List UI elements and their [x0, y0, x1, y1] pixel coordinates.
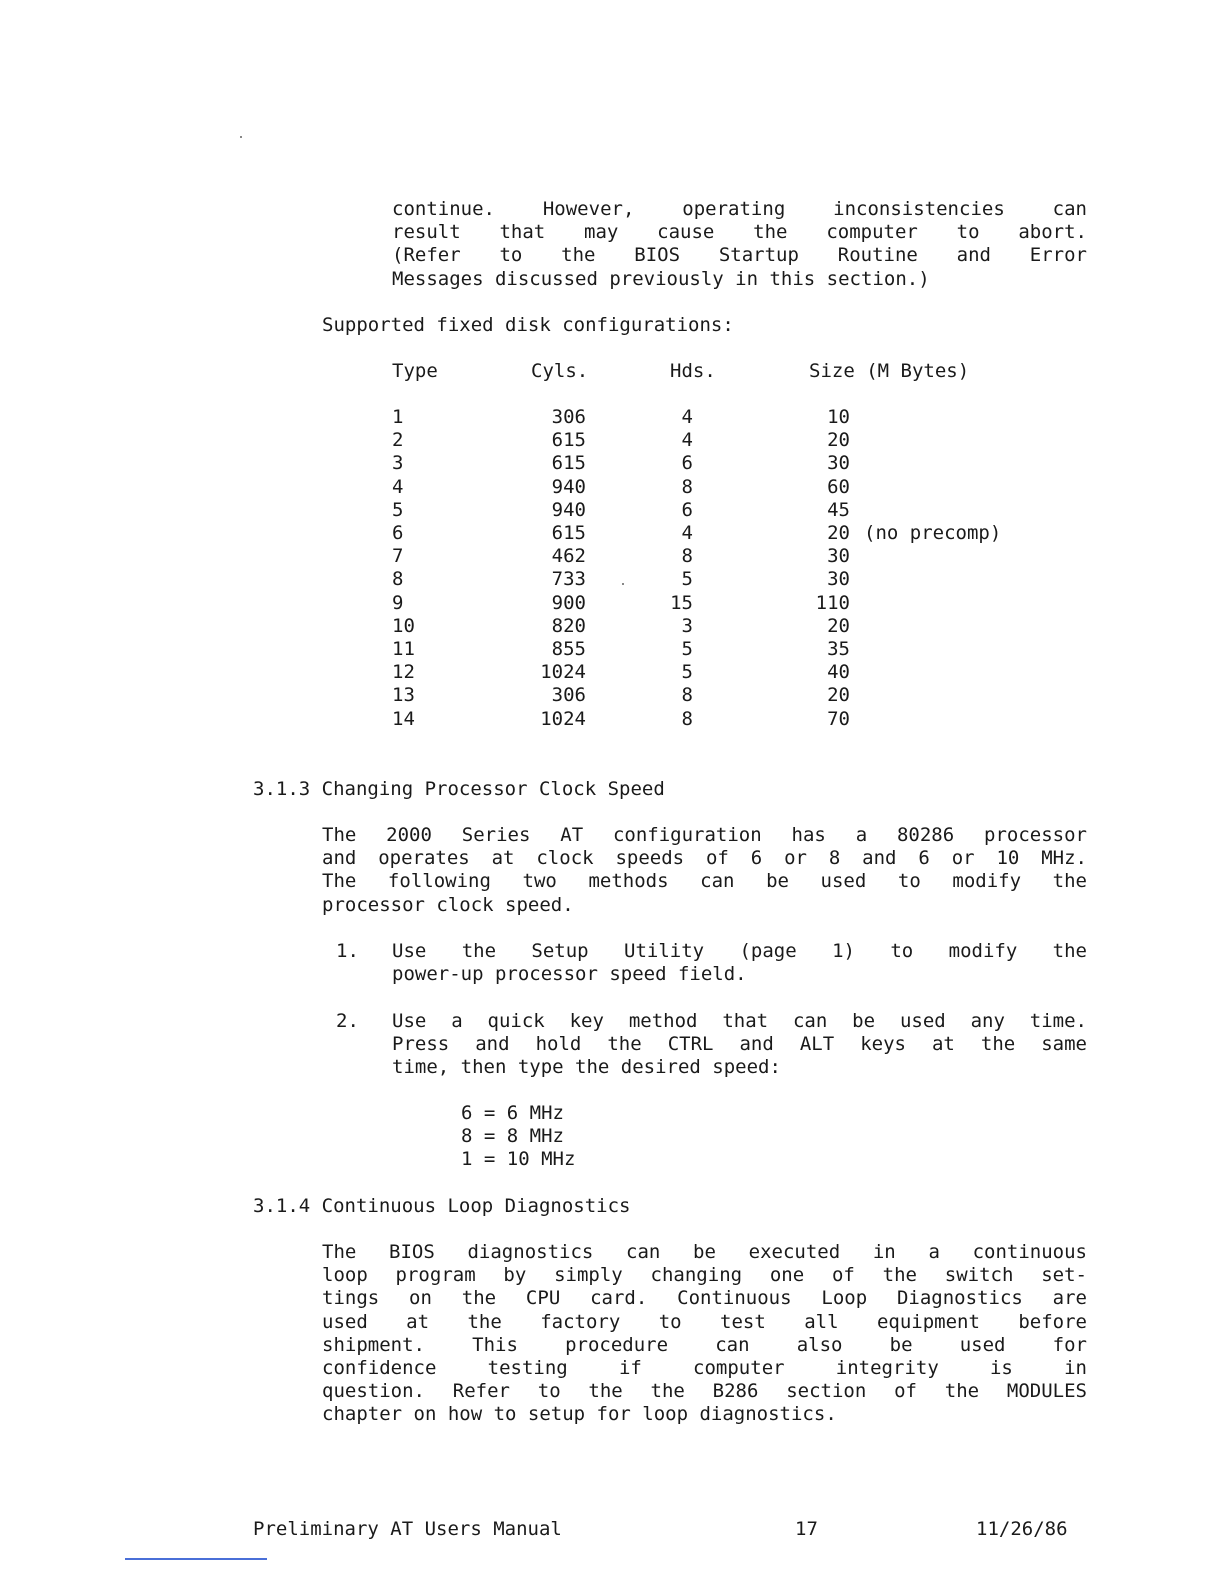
cell-hds: 5: [681, 568, 693, 591]
table-row: [392, 406, 1001, 429]
paragraph-line: The BIOS diagnostics can be executed in a continuous: [322, 1241, 1087, 1263]
cell-hds: 5: [681, 661, 693, 684]
list-item-line: power-up processor speed field.: [392, 963, 747, 986]
paragraph-line: shipment. This procedure can also be used for: [322, 1333, 1087, 1356]
cell-size: 10: [827, 406, 850, 428]
table-row: [392, 452, 1001, 475]
cell-cyls: 306: [551, 684, 586, 707]
cell-note: (no precomp): [864, 522, 1002, 545]
col-header-size: Size (M Bytes): [809, 360, 970, 382]
cell-size: 110: [815, 591, 850, 614]
cell-size: 30: [827, 452, 850, 475]
cell-note: [850, 684, 1001, 707]
cell-hds: 5: [681, 638, 693, 661]
speed-option: 6 = 6 MHz: [461, 1102, 564, 1124]
table-row: [392, 684, 1001, 707]
section-313-paragraph: [322, 824, 1087, 917]
cell-hds: 4: [681, 406, 693, 428]
intro-line: Messages discussed previously in this section.): [392, 267, 930, 290]
col-header-type: Type: [392, 360, 438, 382]
cell-hds: 6: [681, 452, 693, 475]
cell-cyls: 855: [551, 638, 586, 661]
cell-type: 14: [392, 707, 415, 730]
cell-size: 20: [827, 429, 850, 452]
table-row: [392, 429, 1001, 452]
cell-type: 2: [392, 429, 404, 452]
speed-option: 1 = 10 MHz: [461, 1148, 576, 1170]
cell-type: 1: [392, 406, 404, 428]
scan-speck: [622, 583, 624, 585]
intro-line: continue. However, operating inconsistencies can: [392, 198, 1087, 220]
paragraph-line: The 2000 Series AT configuration has a 80286 processor: [322, 824, 1087, 846]
fixed-disk-table: [392, 406, 1001, 731]
cell-size: 20: [827, 684, 850, 707]
cell-size: 30: [827, 568, 850, 591]
cell-type: 7: [392, 545, 404, 568]
list-item-line: Press and hold the CTRL and ALT keys at the same: [392, 1033, 1087, 1056]
section-314-paragraph: [322, 1241, 1087, 1427]
paragraph-line: and operates at clock speeds of 6 or 8 and 6 or 10 MHz.: [322, 847, 1087, 870]
intro-line: (Refer to the BIOS Startup Routine and Error: [392, 244, 1087, 267]
cell-cyls: 733: [551, 568, 586, 591]
cell-note: [850, 452, 1001, 475]
paragraph-line: processor clock speed.: [322, 893, 574, 916]
cell-hds: 8: [681, 545, 693, 568]
table-row: [392, 661, 1001, 684]
cell-hds: 8: [681, 475, 693, 498]
paragraph-line: confidence testing if computer integrity is in: [322, 1357, 1087, 1380]
list-item-line: time, then type the desired speed:: [392, 1056, 781, 1079]
cell-note: [850, 406, 1001, 429]
cell-cyls: 820: [551, 614, 586, 637]
cell-size: 70: [827, 707, 850, 730]
cell-cyls: 1024: [540, 707, 586, 730]
cell-type: 10: [392, 614, 415, 637]
cell-note: [850, 568, 1001, 591]
supported-configs-label: Supported fixed disk configurations:: [322, 314, 734, 336]
cell-cyls: 615: [551, 429, 586, 452]
cell-type: 3: [392, 452, 404, 475]
cell-cyls: 1024: [540, 661, 586, 684]
cell-note: [850, 476, 1001, 499]
speed-option: 8 = 8 MHz: [461, 1125, 564, 1147]
cell-hds: 15: [670, 591, 693, 614]
scan-speck: [240, 136, 242, 138]
cell-note: [850, 429, 1001, 452]
cell-size: 30: [827, 545, 850, 568]
cell-cyls: 940: [551, 498, 586, 521]
intro-line: result that may cause the computer to abort.: [392, 221, 1087, 244]
list-item-1: [392, 940, 1087, 986]
table-row: [392, 499, 1001, 522]
list-number-1: 1.: [336, 940, 359, 962]
cell-note: [850, 592, 1001, 615]
section-314-heading: 3.1.4 Continuous Loop Diagnostics: [253, 1195, 631, 1217]
cell-type: 8: [392, 568, 404, 591]
cell-type: 6: [392, 522, 404, 545]
table-row: [392, 592, 1001, 615]
cell-size: 35: [827, 638, 850, 661]
cell-type: 11: [392, 638, 415, 661]
cell-hds: 8: [681, 684, 693, 707]
cell-type: 9: [392, 591, 404, 614]
cell-cyls: 615: [551, 522, 586, 545]
cell-hds: 8: [681, 707, 693, 730]
list-item-2: [392, 1010, 1087, 1080]
footer-title: Preliminary AT Users Manual: [253, 1518, 562, 1540]
cell-cyls: 306: [551, 406, 586, 428]
cell-size: 60: [827, 475, 850, 498]
paragraph-line: chapter on how to setup for loop diagnostics.: [322, 1403, 837, 1426]
cell-note: [850, 545, 1001, 568]
list-number-2: 2.: [336, 1010, 359, 1032]
cell-type: 5: [392, 498, 404, 521]
cell-note: [850, 499, 1001, 522]
list-item-line: Use a quick key method that can be used any time.: [392, 1010, 1087, 1032]
intro-paragraph: [392, 198, 1087, 291]
cell-cyls: 940: [551, 475, 586, 498]
table-row: [392, 522, 1001, 545]
paragraph-line: question. Refer to the the B286 section of the MODULES: [322, 1380, 1087, 1403]
list-item-line: Use the Setup Utility (page 1) to modify the: [392, 940, 1087, 962]
table-row: [392, 638, 1001, 661]
table-row: [392, 476, 1001, 499]
scan-underline-mark: [125, 1558, 267, 1560]
table-row: [392, 545, 1001, 568]
cell-cyls: 462: [551, 545, 586, 568]
paragraph-line: loop program by simply changing one of the switch set-: [322, 1264, 1087, 1287]
table-row: [392, 708, 1001, 731]
paragraph-line: tings on the CPU card. Continuous Loop Diagnostics are: [322, 1287, 1087, 1310]
section-313-heading: 3.1.3 Changing Processor Clock Speed: [253, 778, 665, 800]
cell-note: [850, 638, 1001, 661]
paragraph-line: used at the factory to test all equipment before: [322, 1310, 1087, 1333]
footer-page-number: 17: [795, 1518, 818, 1540]
footer-date: 11/26/86: [976, 1518, 1068, 1540]
table-row: [392, 568, 1001, 591]
cell-hds: 6: [681, 498, 693, 521]
col-header-cyls: Cyls.: [531, 360, 589, 382]
paragraph-line: The following two methods can be used to modify the: [322, 870, 1087, 893]
cell-size: 20: [827, 614, 850, 637]
cell-hds: 4: [681, 429, 693, 452]
cell-note: [850, 661, 1001, 684]
cell-cyls: 900: [551, 591, 586, 614]
table-row: [392, 615, 1001, 638]
cell-cyls: 615: [551, 452, 586, 475]
cell-note: [850, 708, 1001, 731]
col-header-hds: Hds.: [670, 360, 716, 382]
cell-size: 40: [827, 661, 850, 684]
cell-hds: 4: [681, 522, 693, 545]
cell-type: 12: [392, 661, 415, 684]
cell-type: 13: [392, 684, 415, 707]
cell-note: [850, 615, 1001, 638]
cell-size: 20: [827, 522, 850, 545]
cell-type: 4: [392, 475, 404, 498]
cell-hds: 3: [681, 614, 693, 637]
cell-size: 45: [827, 498, 850, 521]
